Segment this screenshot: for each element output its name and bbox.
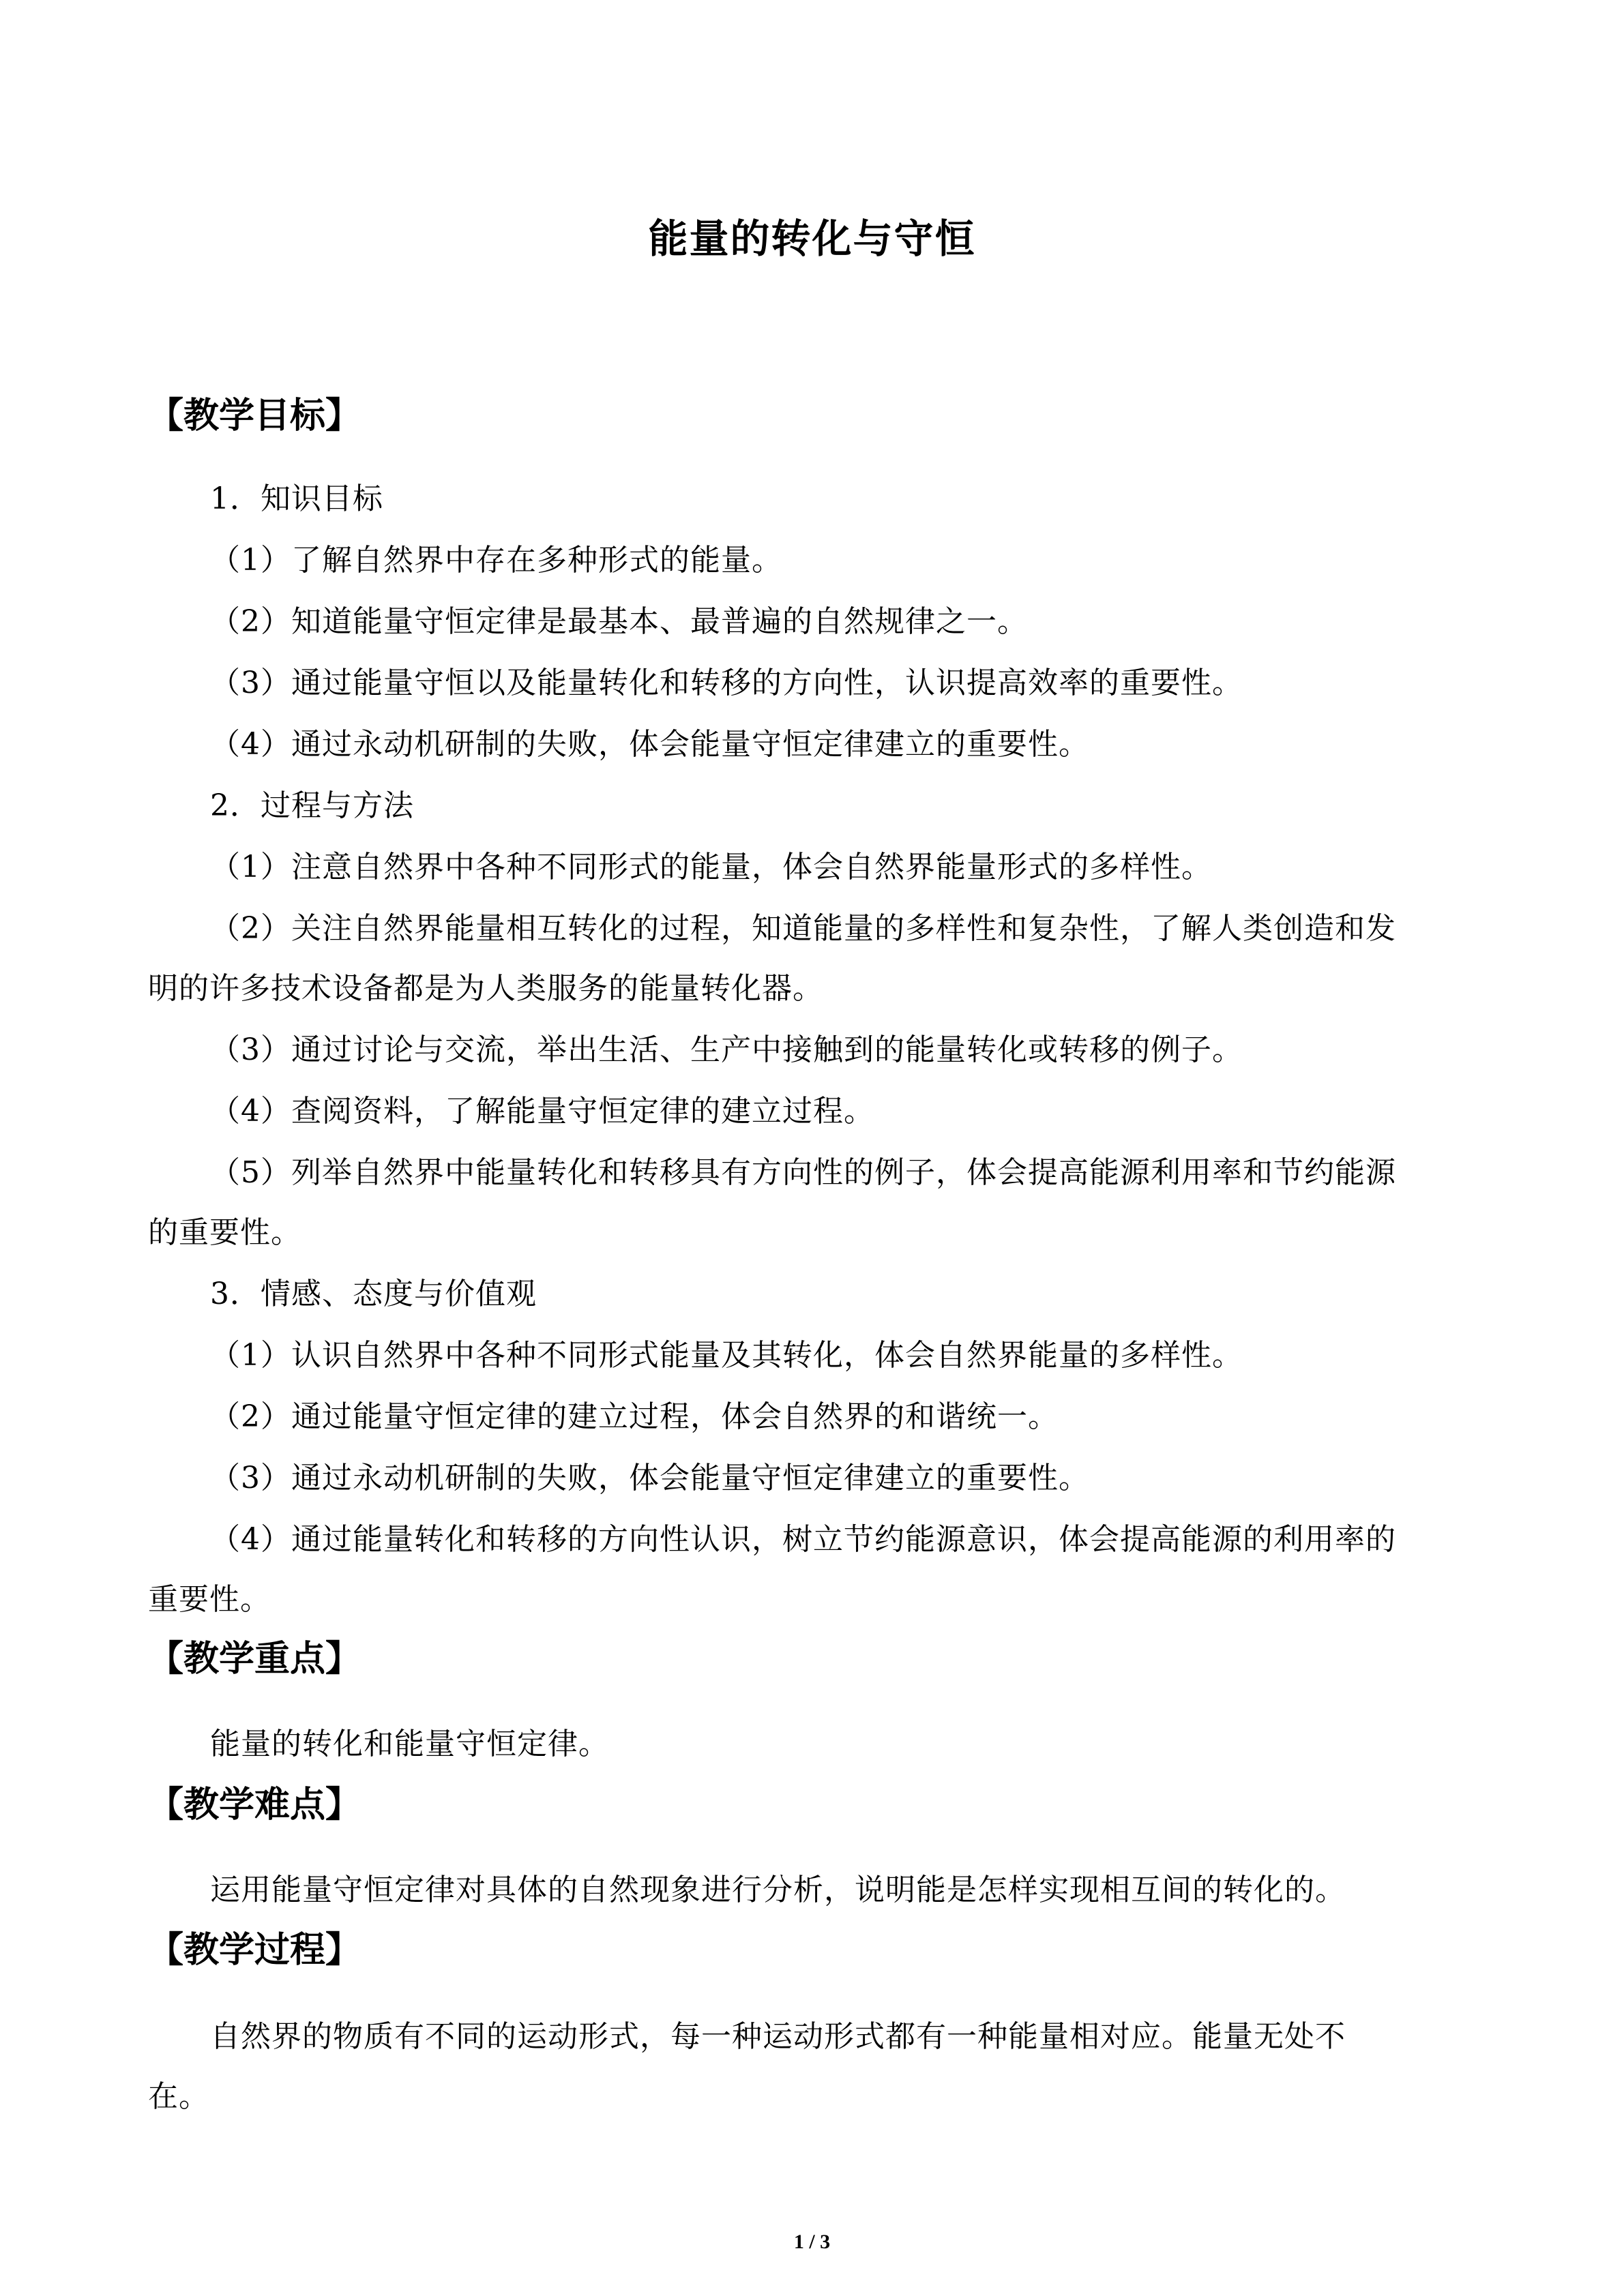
attitude-item-4: （4）通过能量转化和转移的方向性认识，树立节约能源意识，体会提高能源的利用率的 bbox=[210, 1522, 1396, 1557]
process-item-1: （1）注意自然界中各种不同形式的能量，体会自然界能量形式的多样性。 bbox=[210, 850, 1212, 884]
key-points-text: 能量的转化和能量守恒定律。 bbox=[210, 1727, 609, 1761]
process-label: 2．过程与方法 bbox=[210, 788, 414, 823]
attitude-item-2: （2）通过能量守恒定律的建立过程，体会自然界的和谐统一。 bbox=[210, 1399, 1059, 1434]
knowledge-item-4: （4）通过永动机研制的失败，体会能量守恒定律建立的重要性。 bbox=[210, 727, 1089, 762]
teaching-process-line-2: 在。 bbox=[148, 2079, 209, 2114]
attitude-item-1: （1）认识自然界中各种不同形式能量及其转化，体会自然界能量的多样性。 bbox=[210, 1338, 1243, 1373]
process-item-2: （2）关注自然界能量相互转化的过程，知道能量的多样性和复杂性，了解人类创造和发 bbox=[210, 911, 1396, 946]
heading-objectives: 【教学目标】 bbox=[148, 396, 361, 436]
knowledge-item-3: （3）通过能量守恒以及能量转化和转移的方向性，认识提高效率的重要性。 bbox=[210, 666, 1243, 700]
page-number: 1 / 3 bbox=[793, 2231, 831, 2253]
knowledge-label: 1．知识目标 bbox=[210, 481, 383, 516]
knowledge-item-2: （2）知道能量守恒定律是最基本、最普遍的自然规律之一。 bbox=[210, 604, 1028, 639]
teaching-process-line-1: 自然界的物质有不同的运动形式，每一种运动形式都有一种能量相对应。能量无处不 bbox=[210, 2019, 1346, 2054]
process-item-2-cont: 明的许多技术设备都是为人类服务的能量转化器。 bbox=[148, 971, 823, 1006]
heading-key-points: 【教学重点】 bbox=[148, 1639, 361, 1680]
document-title: 能量的转化与守恒 bbox=[648, 215, 976, 262]
process-item-5-cont: 的重要性。 bbox=[148, 1215, 301, 1250]
process-item-3: （3）通过讨论与交流，举出生活、生产中接触到的能量转化或转移的例子。 bbox=[210, 1032, 1243, 1067]
attitude-item-3: （3）通过永动机研制的失败，体会能量守恒定律建立的重要性。 bbox=[210, 1461, 1089, 1495]
process-item-4: （4）查阅资料，了解能量守恒定律的建立过程。 bbox=[210, 1094, 874, 1129]
knowledge-item-1: （1）了解自然界中存在多种形式的能量。 bbox=[210, 543, 782, 578]
heading-teaching-process: 【教学过程】 bbox=[148, 1930, 361, 1971]
difficulties-text: 运用能量守恒定律对具体的自然现象进行分析，说明能是怎样实现相互间的转化的。 bbox=[210, 1873, 1346, 1907]
process-item-5: （5）列举自然界中能量转化和转移具有方向性的例子，体会提高能源利用率和节约能源 bbox=[210, 1155, 1396, 1190]
attitude-item-4-cont: 重要性。 bbox=[148, 1582, 271, 1617]
heading-difficulties: 【教学难点】 bbox=[148, 1785, 361, 1825]
attitude-label: 3．情感、态度与价值观 bbox=[210, 1277, 537, 1311]
